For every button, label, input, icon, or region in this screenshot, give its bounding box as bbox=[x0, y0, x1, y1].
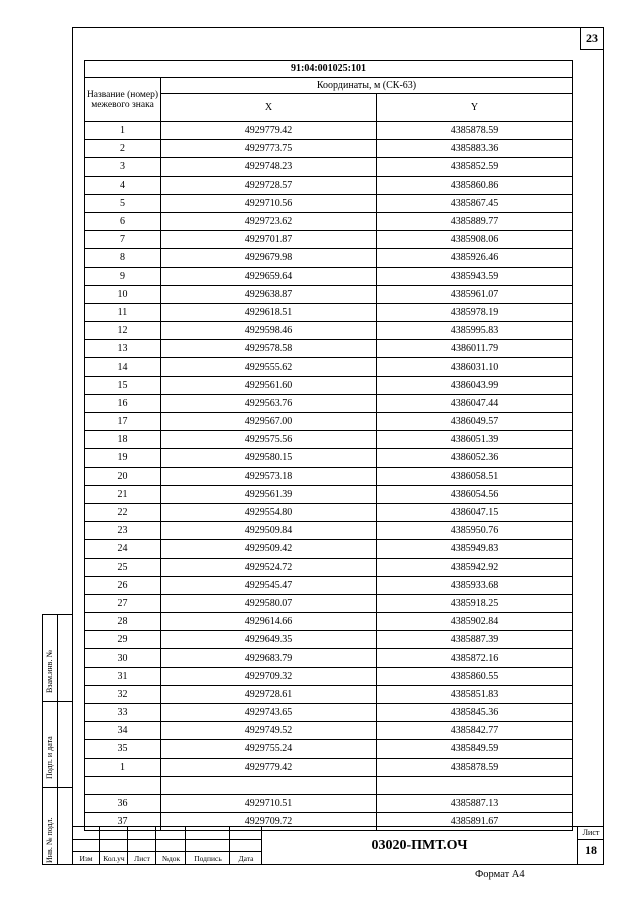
point-number: 10 bbox=[85, 285, 161, 303]
table-row bbox=[85, 758, 573, 776]
title-block-col-label: Кол.уч bbox=[103, 854, 125, 863]
coord-y: 4385942.92 bbox=[377, 558, 573, 576]
point-number: 3 bbox=[85, 158, 161, 176]
coord-x: 4929618.51 bbox=[161, 303, 377, 321]
document-code: 03020-ПМТ.ОЧ bbox=[371, 837, 468, 853]
coordinates-table bbox=[84, 60, 573, 831]
point-number: 9 bbox=[85, 267, 161, 285]
table-row bbox=[85, 449, 573, 467]
table-row bbox=[85, 576, 573, 594]
coord-y: 4385872.16 bbox=[377, 649, 573, 667]
coord-x: 4929561.60 bbox=[161, 376, 377, 394]
coord-y: 4385908.06 bbox=[377, 231, 573, 249]
point-number: 31 bbox=[85, 667, 161, 685]
table-row bbox=[85, 158, 573, 176]
point-number: 6 bbox=[85, 212, 161, 230]
point-number: 19 bbox=[85, 449, 161, 467]
coord-y: 4386043.99 bbox=[377, 376, 573, 394]
table-row bbox=[85, 303, 573, 321]
point-number: 25 bbox=[85, 558, 161, 576]
point-number: 23 bbox=[85, 522, 161, 540]
table-row bbox=[85, 613, 573, 631]
table-row bbox=[85, 722, 573, 740]
coord-x: 4929749.52 bbox=[161, 722, 377, 740]
coord-y: 4386049.57 bbox=[377, 413, 573, 431]
coord-y: 4385887.13 bbox=[377, 794, 573, 812]
coord-x: 4929728.57 bbox=[161, 176, 377, 194]
coord-y: 4386031.10 bbox=[377, 358, 573, 376]
coord-y: 4385949.83 bbox=[377, 540, 573, 558]
coord-y: 4385878.59 bbox=[377, 758, 573, 776]
coord-y: 4385995.83 bbox=[377, 322, 573, 340]
side-stamp bbox=[42, 614, 72, 865]
coord-x: 4929728.61 bbox=[161, 685, 377, 703]
coord-x: 4929509.84 bbox=[161, 522, 377, 540]
side-stamp-inv-orig: Инв. № подл. bbox=[45, 817, 54, 863]
table-row bbox=[85, 704, 573, 722]
header-x: X bbox=[161, 94, 377, 122]
table-row bbox=[85, 594, 573, 612]
side-stamp-inv-replace: Взам.инв. № bbox=[45, 649, 54, 693]
coord-x: 4929554.80 bbox=[161, 503, 377, 521]
header-coordinates: Координаты, м (СК-63) bbox=[161, 78, 573, 94]
point-number: 36 bbox=[85, 794, 161, 812]
point-number: 13 bbox=[85, 340, 161, 358]
coord-x: 4929709.32 bbox=[161, 667, 377, 685]
coord-x: 4929555.62 bbox=[161, 358, 377, 376]
coord-x: 4929743.65 bbox=[161, 704, 377, 722]
coord-y: 4385889.77 bbox=[377, 212, 573, 230]
coord-y: 4385961.07 bbox=[377, 285, 573, 303]
coord-y: 4385918.25 bbox=[377, 594, 573, 612]
point-number: 28 bbox=[85, 613, 161, 631]
coord-y: 4385902.84 bbox=[377, 613, 573, 631]
table-row bbox=[85, 631, 573, 649]
table-row bbox=[85, 685, 573, 703]
coord-x: 4929573.18 bbox=[161, 467, 377, 485]
coord-x: 4929649.35 bbox=[161, 631, 377, 649]
point-number: 21 bbox=[85, 485, 161, 503]
point-number: 22 bbox=[85, 503, 161, 521]
point-number: 20 bbox=[85, 467, 161, 485]
table-row bbox=[85, 358, 573, 376]
coord-y: 4386047.44 bbox=[377, 394, 573, 412]
header-y: Y bbox=[377, 94, 573, 122]
table-row bbox=[85, 431, 573, 449]
point-number: 8 bbox=[85, 249, 161, 267]
table-row bbox=[85, 231, 573, 249]
table-row bbox=[85, 176, 573, 194]
coord-y: 4385933.68 bbox=[377, 576, 573, 594]
sheet-number: 18 bbox=[585, 843, 597, 857]
coord-x: 4929723.62 bbox=[161, 212, 377, 230]
point-number: 35 bbox=[85, 740, 161, 758]
point-number: 37 bbox=[85, 813, 161, 831]
table-row bbox=[85, 558, 573, 576]
point-number: 2 bbox=[85, 140, 161, 158]
coord-y: 4386011.79 bbox=[377, 340, 573, 358]
table-row bbox=[85, 467, 573, 485]
point-number: 32 bbox=[85, 685, 161, 703]
table-row bbox=[85, 485, 573, 503]
coord-x: 4929748.23 bbox=[161, 158, 377, 176]
table-row bbox=[85, 285, 573, 303]
table-row bbox=[85, 522, 573, 540]
coord-x: 4929509.42 bbox=[161, 540, 377, 558]
coord-x: 4929580.07 bbox=[161, 594, 377, 612]
table-row bbox=[85, 194, 573, 212]
coord-y: 4386058.51 bbox=[377, 467, 573, 485]
point-number: 15 bbox=[85, 376, 161, 394]
point-number: 11 bbox=[85, 303, 161, 321]
coord-y: 4385867.45 bbox=[377, 194, 573, 212]
coord-y: 4385860.55 bbox=[377, 667, 573, 685]
table-row bbox=[85, 267, 573, 285]
point-number bbox=[85, 776, 161, 794]
coord-y: 4385849.59 bbox=[377, 740, 573, 758]
table-row bbox=[85, 322, 573, 340]
coord-x: 4929710.56 bbox=[161, 194, 377, 212]
coord-y: 4385860.86 bbox=[377, 176, 573, 194]
coord-y: 4385887.39 bbox=[377, 631, 573, 649]
table-row bbox=[85, 740, 573, 758]
side-stamp-sign-date: Подп. и дата bbox=[45, 736, 54, 779]
coord-x: 4929563.76 bbox=[161, 394, 377, 412]
point-number: 5 bbox=[85, 194, 161, 212]
sheet-box bbox=[577, 827, 604, 864]
cadastral-number: 91:04:001025:101 bbox=[85, 61, 573, 78]
point-number: 14 bbox=[85, 358, 161, 376]
point-number: 24 bbox=[85, 540, 161, 558]
point-number: 1 bbox=[85, 122, 161, 140]
coord-y: 4386051.39 bbox=[377, 431, 573, 449]
coord-x: 4929575.56 bbox=[161, 431, 377, 449]
coord-x: 4929779.42 bbox=[161, 758, 377, 776]
table-row bbox=[85, 249, 573, 267]
coord-x: 4929638.87 bbox=[161, 285, 377, 303]
coord-y: 4386047.15 bbox=[377, 503, 573, 521]
coord-x: 4929567.00 bbox=[161, 413, 377, 431]
point-number: 4 bbox=[85, 176, 161, 194]
table-row bbox=[85, 503, 573, 521]
coord-y: 4385842.77 bbox=[377, 722, 573, 740]
format-label: Формат А4 bbox=[475, 869, 525, 880]
point-number: 7 bbox=[85, 231, 161, 249]
table-row bbox=[85, 649, 573, 667]
coord-y: 4385883.36 bbox=[377, 140, 573, 158]
table-row bbox=[85, 376, 573, 394]
point-number: 16 bbox=[85, 394, 161, 412]
coord-x: 4929683.79 bbox=[161, 649, 377, 667]
sheet-label: Лист bbox=[582, 828, 600, 837]
coord-x: 4929701.87 bbox=[161, 231, 377, 249]
point-number: 17 bbox=[85, 413, 161, 431]
table-row bbox=[85, 667, 573, 685]
coord-x: 4929545.47 bbox=[161, 576, 377, 594]
point-number: 18 bbox=[85, 431, 161, 449]
point-number: 29 bbox=[85, 631, 161, 649]
header-point-name: Название (номер) межевого знака bbox=[85, 78, 161, 122]
title-block-col-label: Лист bbox=[134, 854, 150, 863]
coord-x: 4929659.64 bbox=[161, 267, 377, 285]
coord-y: 4385878.59 bbox=[377, 122, 573, 140]
coord-y: 4385978.19 bbox=[377, 303, 573, 321]
table-row bbox=[85, 413, 573, 431]
table-row bbox=[85, 340, 573, 358]
title-block-col-label: №док bbox=[161, 854, 181, 863]
coord-x: 4929709.72 bbox=[161, 813, 377, 831]
point-number: 33 bbox=[85, 704, 161, 722]
point-number: 27 bbox=[85, 594, 161, 612]
table-row bbox=[85, 540, 573, 558]
coord-x: 4929614.66 bbox=[161, 613, 377, 631]
coord-y: 4386052.36 bbox=[377, 449, 573, 467]
coord-x: 4929710.51 bbox=[161, 794, 377, 812]
coord-x bbox=[161, 776, 377, 794]
table-row bbox=[85, 776, 573, 794]
coord-y: 4386054.56 bbox=[377, 485, 573, 503]
coord-y: 4385926.46 bbox=[377, 249, 573, 267]
table-row bbox=[85, 394, 573, 412]
point-number: 12 bbox=[85, 322, 161, 340]
title-block-col-label: Изм bbox=[79, 854, 93, 863]
coord-y: 4385891.67 bbox=[377, 813, 573, 831]
page-number: 23 bbox=[580, 27, 604, 50]
table-row bbox=[85, 212, 573, 230]
coord-y: 4385950.76 bbox=[377, 522, 573, 540]
coord-x: 4929755.24 bbox=[161, 740, 377, 758]
table-row bbox=[85, 794, 573, 812]
title-block bbox=[72, 826, 604, 865]
coord-x: 4929679.98 bbox=[161, 249, 377, 267]
point-number: 34 bbox=[85, 722, 161, 740]
coord-x: 4929561.39 bbox=[161, 485, 377, 503]
coord-y bbox=[377, 776, 573, 794]
title-block-col-label: Дата bbox=[238, 854, 254, 863]
title-block-col-label: Подпись bbox=[194, 854, 222, 863]
table-row bbox=[85, 140, 573, 158]
coord-x: 4929580.15 bbox=[161, 449, 377, 467]
coord-x: 4929779.42 bbox=[161, 122, 377, 140]
coord-x: 4929773.75 bbox=[161, 140, 377, 158]
coord-x: 4929598.46 bbox=[161, 322, 377, 340]
coord-y: 4385943.59 bbox=[377, 267, 573, 285]
coord-x: 4929578.58 bbox=[161, 340, 377, 358]
coord-x: 4929524.72 bbox=[161, 558, 377, 576]
point-number: 26 bbox=[85, 576, 161, 594]
point-number: 30 bbox=[85, 649, 161, 667]
coord-y: 4385845.36 bbox=[377, 704, 573, 722]
coord-y: 4385852.59 bbox=[377, 158, 573, 176]
point-number: 1 bbox=[85, 758, 161, 776]
coord-y: 4385851.83 bbox=[377, 685, 573, 703]
table-row bbox=[85, 122, 573, 140]
